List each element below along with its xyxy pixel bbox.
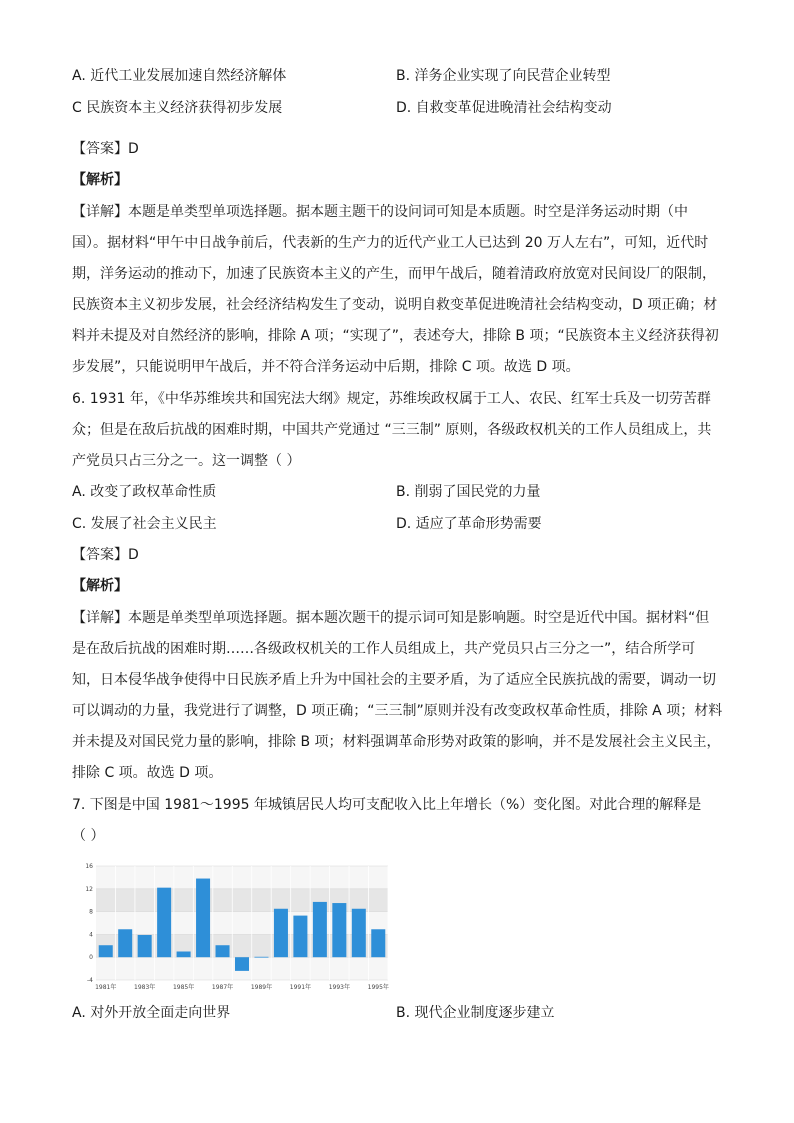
q6-stem-line-3: 产党员只占三分之一。这一调整（ ） <box>72 453 301 469</box>
bar-1994年 <box>352 909 366 957</box>
q6-analysis-label: 【解析】 <box>72 578 128 594</box>
q6-detail-line-4: 可以调动的力量，我党进行了调整，D 项正确；“三三制”原则并没有改变政权革命性质，排除 A 项；材料 <box>72 703 723 719</box>
q5-option-b: B. 洋务企业实现了向民营企业转型 <box>396 68 611 84</box>
q5-detail-line-2: 国）。据材料“甲午中日战争前后，代表新的生产力的近代产业工人已达到 20 万人左右”，可知，近代时 <box>72 235 709 251</box>
bar-1984年 <box>157 888 171 958</box>
bar-1990年 <box>274 909 288 957</box>
q5-detail-line-4: 民族资本主义初步发展，社会经济结构发生了变动，说明自救变革促进晚清社会结构变动，D 项正确；材 <box>72 297 718 313</box>
bar-1988年 <box>235 957 249 971</box>
x-tick-label: 1987年 <box>211 984 234 991</box>
q6-detail-line-6: 排除 C 项。故选 D 项。 <box>72 765 223 781</box>
y-tick-label: 12 <box>85 885 93 893</box>
income-growth-chart-svg <box>84 858 394 998</box>
q5-detail-line-6: 步发展”，只能说明甲午战后，并不符合洋务运动中后期，排除 C 项。故选 D 项。 <box>72 359 580 375</box>
y-tick-label: 8 <box>89 908 93 916</box>
q6-detail-line-3: 知，日本侵华战争使得中日民族矛盾上升为中国社会的主要矛盾，为了适应全民族抗战的需要，调动一切 <box>72 672 716 688</box>
bar-1995年 <box>371 929 385 957</box>
q7-option-a: A. 对外开放全面走向世界 <box>72 1005 231 1021</box>
q7-stem-line-2: （ ） <box>72 828 105 844</box>
bar-1985年 <box>177 952 191 958</box>
q5-detail-line-1: 【详解】本题是单类型单项选择题。据本题主题干的设问词可知是本质题。时空是洋务运动时期（中 <box>72 204 688 220</box>
chart-band <box>96 866 388 889</box>
q5-answer: 【答案】D <box>72 141 139 157</box>
x-tick-label: 1983年 <box>134 984 156 991</box>
x-tick-label: 1981年 <box>95 984 117 991</box>
bar-1982年 <box>118 929 132 957</box>
q5-option-c: C 民族资本主义经济获得初步发展 <box>72 100 283 116</box>
q7-stem-line-1: 7. 下图是中国 1981～1995 年城镇居民人均可支配收入比上年增长（%）变化图。对此合理的解释是 <box>72 797 702 813</box>
q6-detail-line-1: 【详解】本题是单类型单项选择题。据本题次题干的提示词可知是影响题。时空是近代中国。据材料“但 <box>72 610 710 626</box>
x-tick-label: 1991年 <box>289 984 312 991</box>
bar-1992年 <box>313 902 327 957</box>
x-tick-label: 1989年 <box>250 984 273 991</box>
q5-option-a: A. 近代工业发展加速自然经济解体 <box>72 68 287 84</box>
x-tick-label: 1993年 <box>328 984 350 991</box>
q6-stem-line-1: 6. 1931 年，《中华苏维埃共和国宪法大纲》规定，苏维埃政权属于工人、农民、红军士兵及一切劳苦群 <box>72 391 711 407</box>
bar-1989年 <box>254 957 268 958</box>
q6-option-d: D. 适应了革命形势需要 <box>396 516 542 532</box>
q6-answer: 【答案】D <box>72 547 139 563</box>
bar-1993年 <box>332 903 346 957</box>
y-tick-label: 0 <box>89 954 93 962</box>
q6-detail-line-2: 是在敌后抗战的困难时期……各级政权机关的工作人员组成上，共产党员只占三分之一”，结合所学可 <box>72 641 696 657</box>
bar-1981年 <box>99 945 113 957</box>
q5-detail-line-5: 料并未提及对自然经济的影响，排除 A 项；“实现了”，表述夸大，排除 B 项；“民族资本主义经济获得初 <box>72 328 719 344</box>
bar-1987年 <box>216 945 230 957</box>
q5-analysis-label: 【解析】 <box>72 172 128 188</box>
bar-1991年 <box>293 916 307 958</box>
q6-option-c: C. 发展了社会主义民主 <box>72 516 217 532</box>
q5-detail-line-3: 期，洋务运动的推动下，加速了民族资本主义的产生，而甲午战后，随着清政府放宽对民间设厂的限制， <box>72 266 716 282</box>
q5-option-d: D. 自救变革促进晚清社会结构变动 <box>396 100 612 116</box>
y-tick-label: 16 <box>85 863 93 870</box>
q7-option-b: B. 现代企业制度逐步建立 <box>396 1005 555 1021</box>
bar-1986年 <box>196 879 210 958</box>
bar-1983年 <box>138 935 152 957</box>
q6-option-a: A. 改变了政权革命性质 <box>72 484 217 500</box>
q6-option-b: B. 削弱了国民党的力量 <box>396 484 541 500</box>
x-tick-label: 1985年 <box>172 984 195 991</box>
q6-stem-line-2: 众；但是在敌后抗战的困难时期，中国共产党通过 “三三制” 原则，各级政权机关的工作人员组成上，共 <box>72 422 712 438</box>
y-tick-label: -4 <box>87 977 93 984</box>
q6-detail-line-5: 并未提及对国民党力量的影响，排除 B 项；材料强调革命形势对政策的影响，并不是发展社会主义民主， <box>72 734 721 750</box>
x-tick-label: 1995年 <box>367 984 389 991</box>
income-growth-chart <box>84 858 394 998</box>
y-tick-label: 4 <box>89 931 93 939</box>
